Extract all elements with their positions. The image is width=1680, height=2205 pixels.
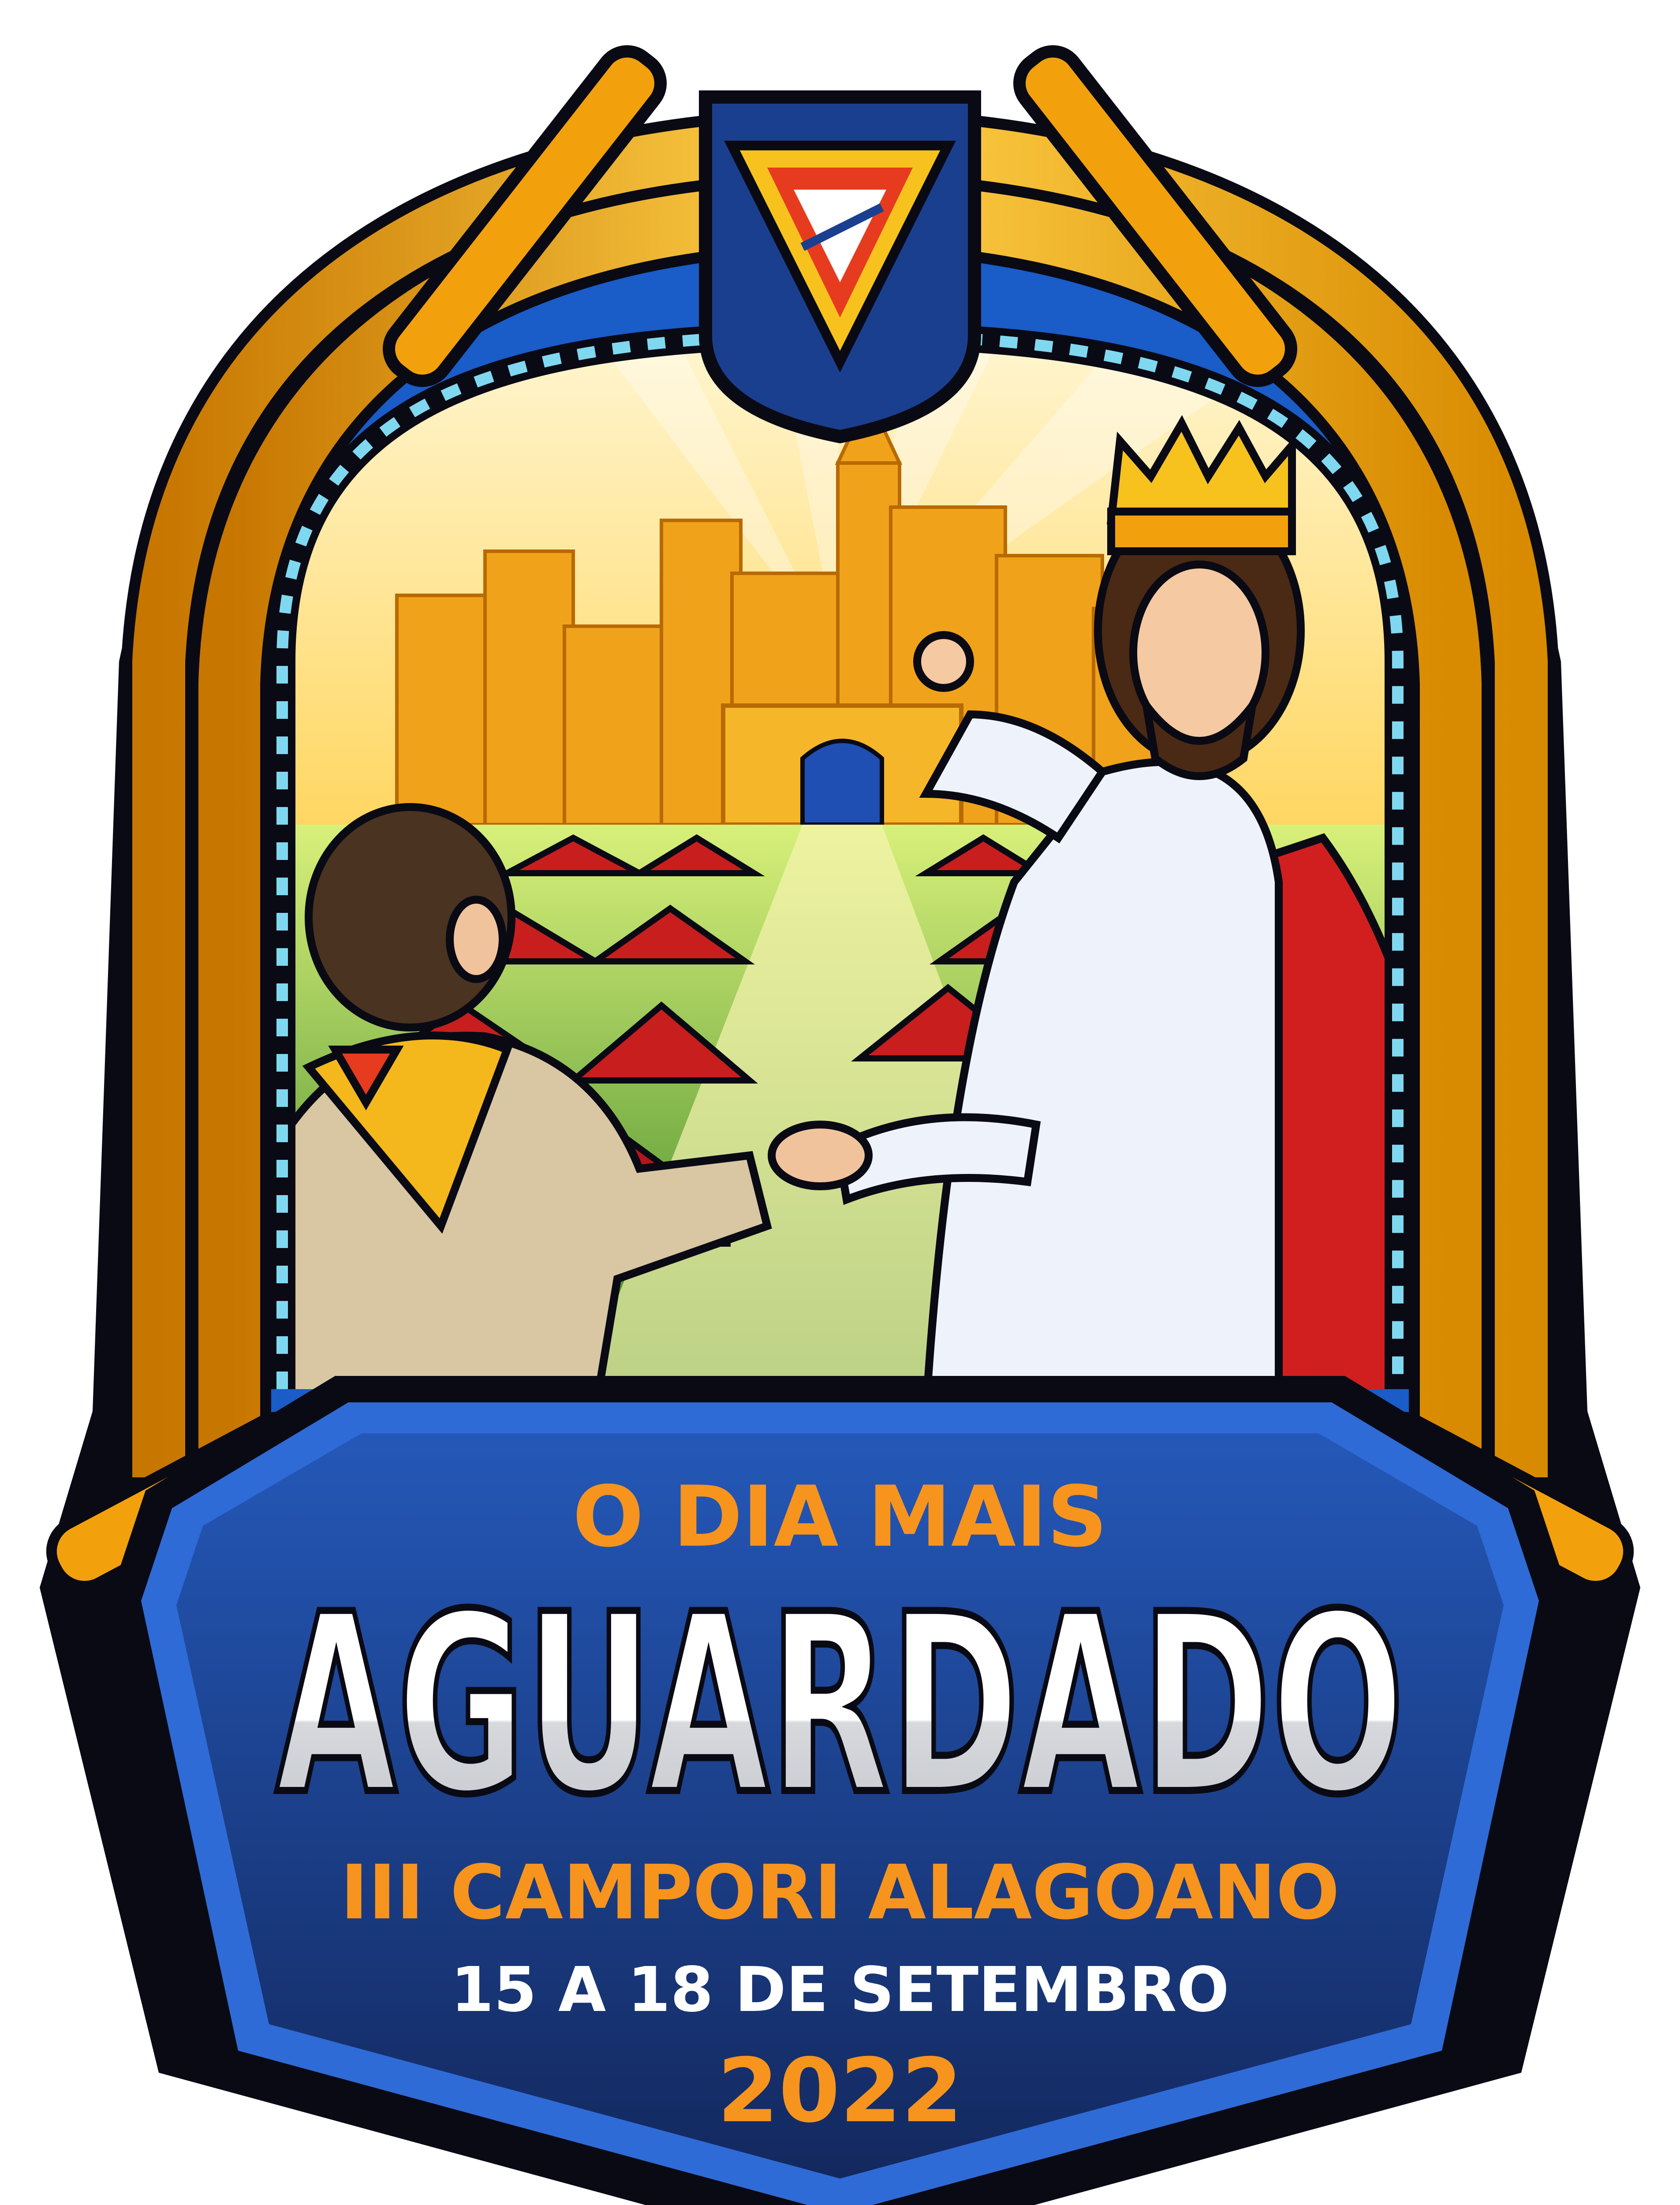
event-dates: 15 A 18 DE SETEMBRO xyxy=(451,1954,1229,2026)
scene-window xyxy=(265,309,1477,1455)
main-title: AGUARDADO xyxy=(276,1562,1404,1849)
city-gate xyxy=(723,706,961,825)
event-year: 2022 xyxy=(717,2040,963,2142)
event-name: III CAMPORI ALAGOANO xyxy=(340,1849,1340,1936)
pathfinder-shield-emblem xyxy=(706,97,974,437)
tagline: O DIA MAIS xyxy=(572,1468,1108,1566)
